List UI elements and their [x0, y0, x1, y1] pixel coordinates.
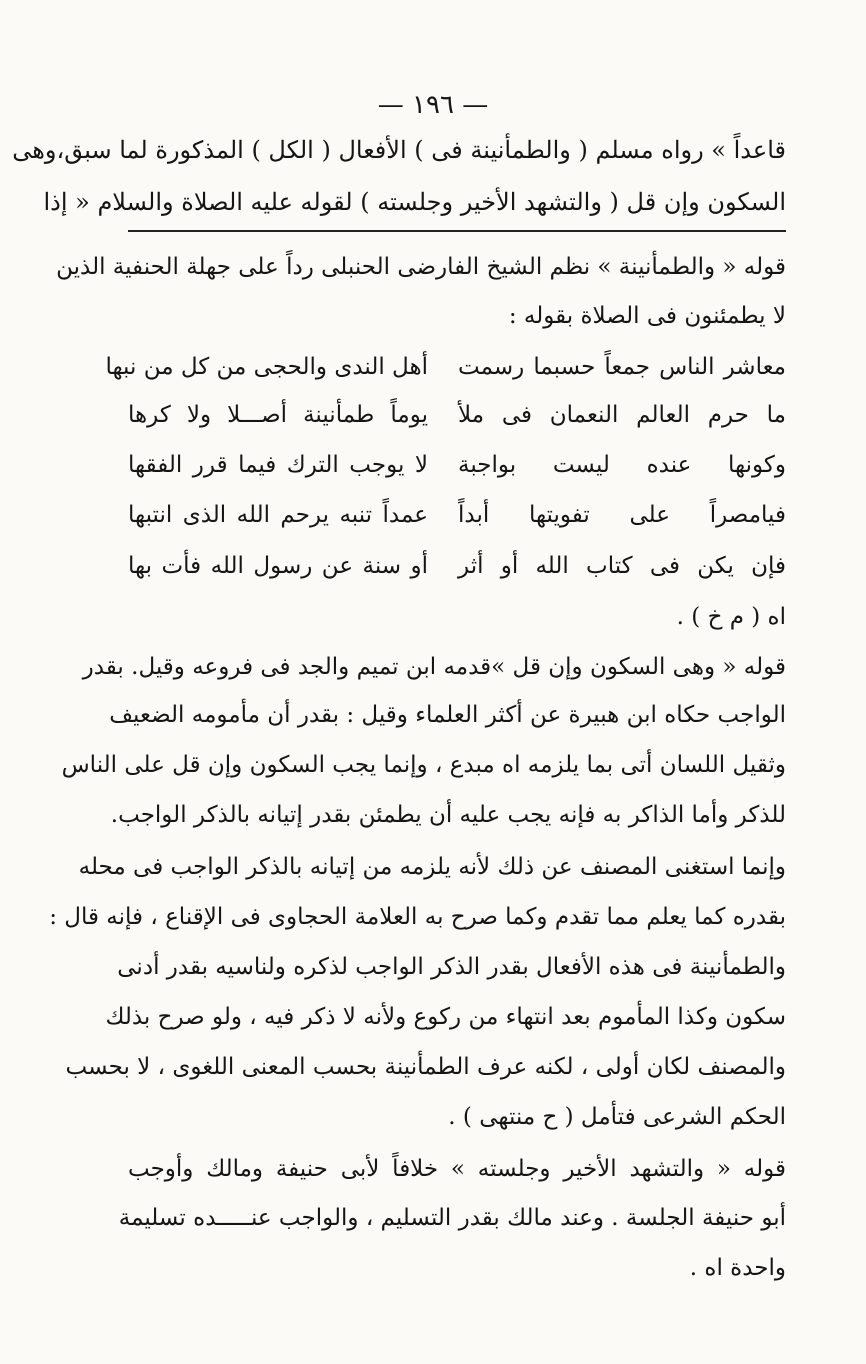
commentary-line: بقدره كما يعلم مما تقدم وكما صرح به العلامة الحجاوى فى الإقناع ، فإنه قال : — [49, 904, 786, 930]
commentary-line: سكون وكذا المأموم بعد انتهاء من ركوع ولأنه لا ذكر فيه ، ولو صرح بذلك — [105, 1004, 786, 1030]
verse-second-hemistich: أهل الندى والحجى من كل من نبها — [105, 354, 428, 380]
commentary-line: قوله « وهى السكون وإن قل »قدمه ابن تميم والجد فى فروعه وقيل. بقدر — [82, 654, 786, 680]
commentary-line: والطمأنينة فى هذه الأفعال بقدر الذكر الواجب لذكره ولناسيه بقدر أدنى — [117, 954, 786, 980]
commentary-line: أبو حنيفة الجلسة . وعند مالك بقدر التسليم ، والواجب عنـــــده تسليمة — [118, 1205, 786, 1231]
commentary-line: لا يطمئنون فى الصلاة بقوله : — [508, 303, 786, 329]
commentary-line: وثقيل اللسان أتى بما يلزمه اه مبدع ، وإنما يجب السكون وإن قل على الناس — [61, 752, 786, 778]
commentary-line: واحدة اه . — [689, 1255, 786, 1281]
page-number: — ١٩٦ — — [377, 90, 489, 120]
verse-second-hemistich: لا يوجب الترك فيما قرر الفقها — [128, 452, 428, 478]
commentary-line: وإنما استغنى المصنف عن ذلك لأنه يلزمه من إتيانه بالذكر الواجب فى محله — [78, 854, 786, 880]
commentary-line: الواجب حكاه ابن هبيرة عن أكثر العلماء وقيل : بقدر أن مأمومه الضعيف — [109, 702, 786, 728]
commentary-line: والمصنف لكان أولى ، لكنه عرف الطمأنينة بحسب المعنى اللغوى ، لا بحسب — [65, 1054, 786, 1080]
verse-second-hemistich: يوماً طمأنينة أصـــلا ولا كرها — [128, 402, 428, 428]
commentary-line: الحكم الشرعى فتأمل ( ح منتهى ) . — [448, 1104, 786, 1130]
matn-line: السكون وإن قل ( والتشهد الأخير وجلسته ) لقوله عليه الصلاة والسلام « إذا — [43, 188, 786, 216]
verse-first-hemistich: فإن يكن فى كتاب الله أو أثر — [458, 553, 786, 579]
separator-rule — [128, 230, 786, 232]
verse-first-hemistich: ما حرم العالم النعمان فى ملأ — [458, 402, 786, 428]
verse-first-hemistich: فيامصراً على تفويتها أبداً — [458, 502, 786, 528]
commentary-line: قوله « والتشهد الأخير وجلسته » خلافاً لأبى حنيفة ومالك وأوجب — [128, 1156, 786, 1182]
verse-second-hemistich: عمداً تنبه يرحم الله الذى انتبها — [128, 502, 428, 528]
verse-first-hemistich: وكونها عنده ليست بواجبة — [458, 452, 786, 478]
verse-first-hemistich: معاشر الناس جمعاً حسبما رسمت — [458, 354, 786, 380]
verses-end: اه ( م خ ) . — [676, 604, 786, 630]
verse-second-hemistich: أو سنة عن رسول الله فأت بها — [128, 553, 428, 579]
matn-line: قاعداً » رواه مسلم ( والطمأنينة فى ) الأفعال ( الكل ) المذكورة لما سبق،وهى — [12, 136, 786, 164]
commentary-line: قوله « والطمأنينة » نظم الشيخ الفارضى الحنبلى رداً على جهلة الحنفية الذين — [56, 254, 786, 280]
commentary-line: للذكر وأما الذاكر به فإنه يجب عليه أن يطمئن بقدر إتيانه بالذكر الواجب. — [110, 802, 786, 828]
